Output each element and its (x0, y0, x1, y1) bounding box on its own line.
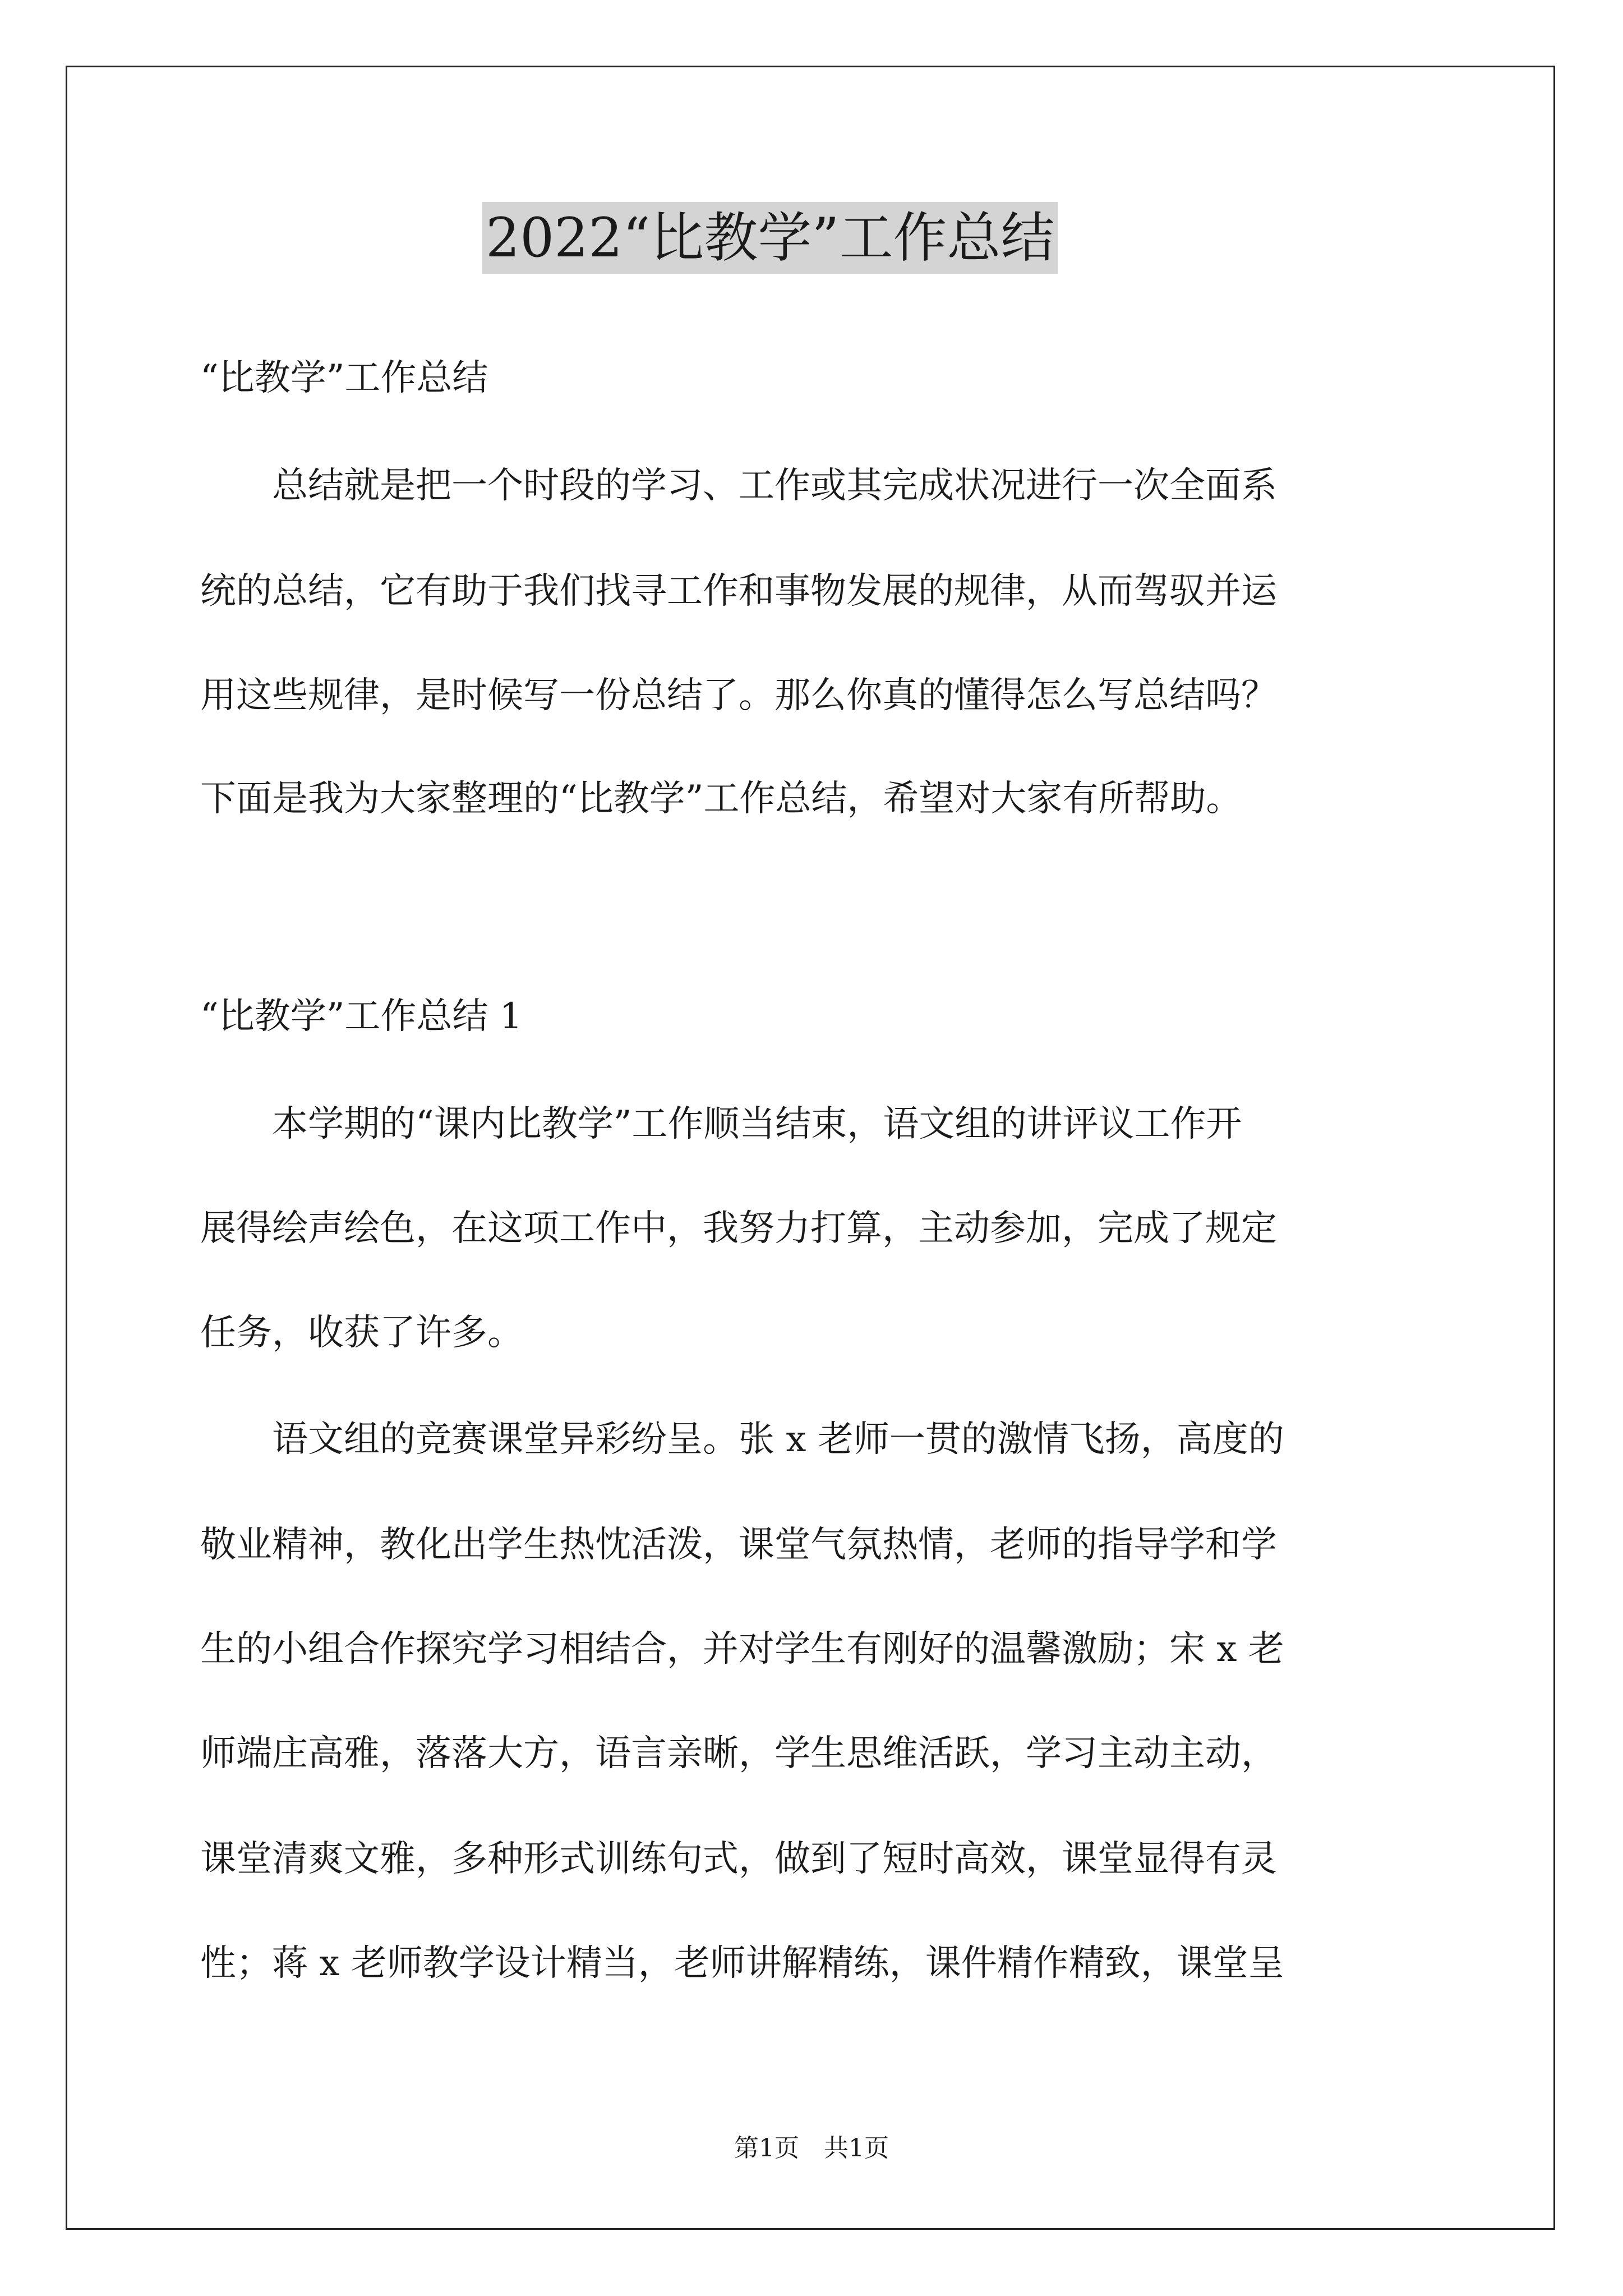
paragraph-line: 展得绘声绘色，在这项工作中，我努力打算，主动参加，完成了规定 (200, 1208, 1277, 1249)
paragraph-line: 性；蒋 x 老师教学设计精当，老师讲解精练，课件精作精致，课堂呈 (200, 1943, 1284, 1984)
paragraph-line: 敬业精神，教化出学生热忱活泼，课堂气氛热情，老师的指导学和学 (200, 1524, 1277, 1566)
paragraph-line: 本学期的“课内比教学”工作顺当结束，语文组的讲评议工作开 (200, 1103, 1242, 1145)
paragraph-line: 生的小组合作探究学习相结合，并对学生有刚好的温馨激励；宋 x 老 (200, 1628, 1284, 1670)
paragraph-line: 师端庄高雅，落落大方，语言亲晰，学生思维活跃，学习主动主动， (200, 1733, 1277, 1774)
section-heading: “比教学”工作总结 1 (200, 996, 523, 1037)
paragraph-line: 统的总结，它有助于我们找寻工作和事物发展的规律，从而驾驭并运 (200, 570, 1277, 612)
paragraph-line: 下面是我为大家整理的“比教学”工作总结，希望对大家有所帮助。 (200, 778, 1242, 820)
paragraph-line: 任务，收获了许多。 (200, 1312, 523, 1354)
paragraph-line: 语文组的竞赛课堂异彩纷呈。张 x 老师一贯的激情飞扬，高度的 (200, 1419, 1284, 1460)
paragraph-line: 总结就是把一个时段的学习、工作或其完成状况进行一次全面系 (200, 465, 1277, 507)
subtitle-line: “比教学”工作总结 (200, 357, 488, 399)
page-footer: 第1页 共1页 (734, 2134, 889, 2162)
paragraph-line: 课堂清爽文雅，多种形式训练句式，做到了短时高效，课堂显得有灵 (200, 1838, 1277, 1880)
paragraph-line: 用这些规律，是时候写一份总结了。那么你真的懂得怎么写总结吗？ (200, 675, 1277, 716)
document-title: 2022“比教学”工作总结 (482, 202, 1058, 274)
